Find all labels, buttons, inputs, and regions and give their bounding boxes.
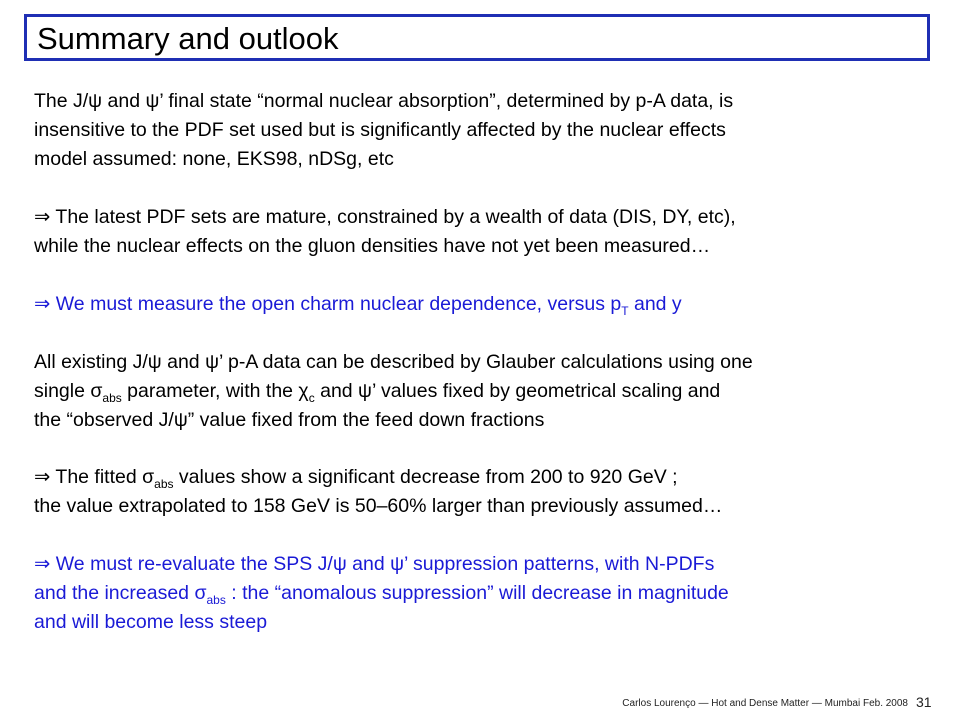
text-segment: and y	[628, 293, 682, 315]
paragraph-open-charm	[34, 290, 914, 319]
text-line: model assumed: none, EKS98, nDSg, etc	[34, 148, 394, 170]
paragraph-sps-reevaluate	[34, 550, 914, 637]
text-line: while the nuclear effects on the gluon densities have not yet been measured…	[34, 235, 711, 257]
paragraph-glauber	[34, 348, 914, 435]
text-segment: single σ	[34, 380, 103, 402]
text-line	[34, 579, 914, 608]
text-segment: and ψ’ values fixed by geometrical scaling and	[314, 380, 721, 402]
text-line	[34, 463, 914, 492]
paragraph-pdf-sets	[34, 203, 914, 261]
paragraph-fitted-values	[34, 463, 914, 521]
text-segment: ⇒ The fitted σ	[34, 466, 155, 488]
text-line: The J/ψ and ψ’ final state “normal nuclear absorption”, determined by p-A data, is	[34, 90, 734, 112]
text-line	[34, 377, 914, 406]
text-line	[34, 290, 914, 319]
text-line: insensitive to the PDF set used but is significantly affected by the nuclear effects	[34, 119, 726, 141]
text-line: and will become less steep	[34, 611, 268, 633]
slide-title: Summary and outlook	[37, 21, 339, 56]
text-segment: values show a significant decrease from 200 to 920 GeV ;	[173, 466, 678, 488]
text-segment: and the increased σ	[34, 582, 207, 604]
page-number: 31	[916, 694, 932, 710]
subscript: abs	[154, 476, 174, 491]
paragraph-absorption	[34, 87, 914, 174]
title-box	[24, 14, 930, 61]
text-segment: : the “anomalous suppression” will decrease in magnitude	[225, 582, 729, 604]
text-line: ⇒ We must re-evaluate the SPS J/ψ and ψ’ suppression patterns, with N-PDFs	[34, 553, 715, 575]
text-line: the value extrapolated to 158 GeV is 50–60% larger than previously assumed…	[34, 495, 723, 517]
text-line: the “observed J/ψ” value fixed from the feed down fractions	[34, 409, 545, 431]
text-line: ⇒ The latest PDF sets are mature, constrained by a wealth of data (DIS, DY, etc),	[34, 206, 736, 228]
subscript: abs	[206, 592, 226, 607]
text-segment: ⇒ We must measure the open charm nuclear dependence, versus p	[34, 293, 622, 315]
text-line: All existing J/ψ and ψ’ p-A data can be described by Glauber calculations using one	[34, 351, 753, 373]
subscript: abs	[102, 390, 122, 405]
footer-credit: Carlos Lourenço — Hot and Dense Matter — Mumbai Feb. 2008	[622, 698, 908, 709]
subscript: T	[621, 303, 629, 318]
text-segment: parameter, with the χ	[121, 380, 309, 402]
subscript: c	[308, 390, 315, 405]
